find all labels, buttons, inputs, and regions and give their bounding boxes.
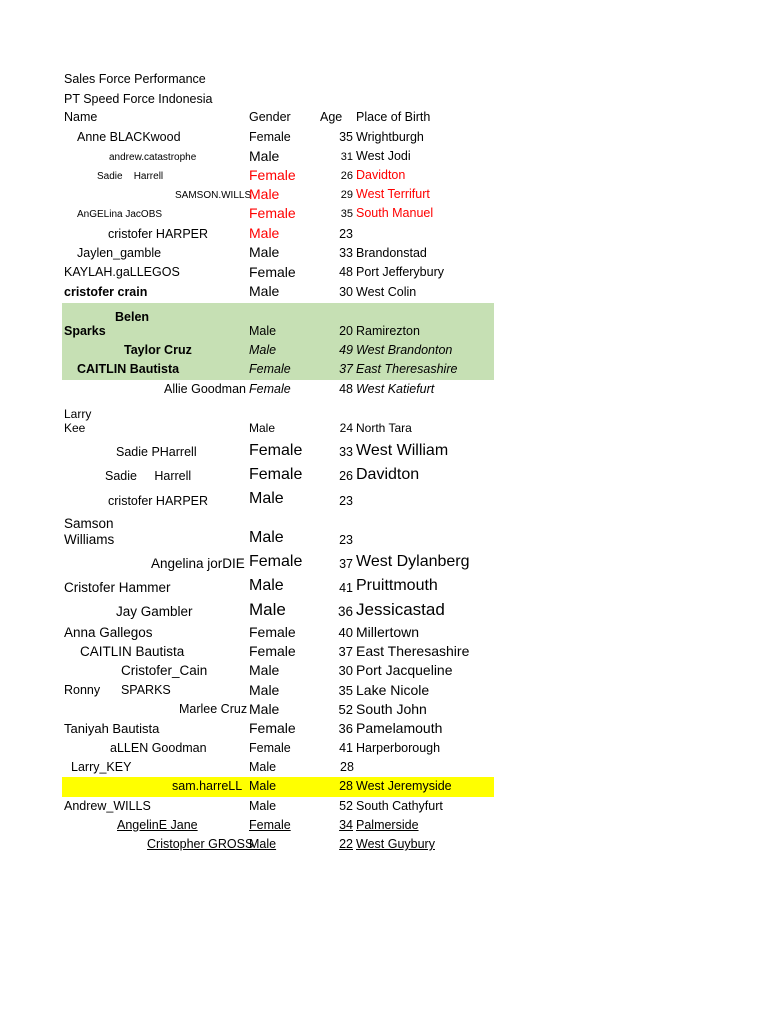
cell-place: South John — [356, 701, 427, 717]
cell-place: Ramirezton — [356, 324, 420, 338]
cell-place: Port Jacqueline — [356, 662, 453, 678]
cell-name: Sadie Harrell — [105, 469, 192, 483]
cell-name: CAITLIN Bautista — [77, 362, 180, 376]
table-row — [0, 662, 768, 682]
table-row — [0, 798, 768, 818]
cell-age: 30 — [338, 663, 353, 678]
cell-name: Sadie PHarrell — [116, 445, 197, 459]
table-row — [0, 624, 768, 644]
table-row-highlighted — [62, 777, 494, 797]
table-row — [0, 406, 768, 438]
header-gender: Gender — [249, 110, 291, 124]
cell-age: 35 — [338, 683, 353, 698]
table-row — [0, 490, 768, 512]
cell-place: West Colin — [356, 285, 417, 299]
table-row — [0, 130, 768, 150]
table-row — [0, 759, 768, 779]
table-row — [0, 701, 768, 721]
cell-name: Marlee Cruz — [179, 702, 248, 716]
cell-gender: Female — [249, 818, 291, 832]
table-row — [0, 516, 768, 550]
cell-name-line1: Larry — [64, 407, 92, 421]
cell-age: 41 — [339, 741, 353, 755]
cell-place: Millertown — [356, 624, 420, 640]
cell-name: Cristofer Hammer — [64, 580, 171, 595]
table-row — [0, 381, 768, 401]
cell-name: cristofer HARPER — [108, 227, 209, 241]
cell-place: West Jodi — [356, 149, 411, 163]
cell-name: Jaylen_gamble — [77, 246, 162, 260]
cell-gender: Female — [249, 362, 291, 376]
report-title: Sales Force Performance — [64, 72, 206, 86]
cell-age: 23 — [339, 533, 353, 547]
table-row — [0, 740, 768, 760]
cell-name-line2: Williams — [64, 532, 115, 547]
cell-age: 31 — [340, 151, 353, 163]
cell-name: Cristofer_Cain — [121, 663, 208, 678]
table-row — [0, 577, 768, 599]
table-row — [0, 553, 768, 575]
cell-gender: Male — [249, 490, 284, 507]
cell-gender: Male — [249, 577, 284, 594]
cell-gender: Male — [249, 701, 280, 717]
header-row — [0, 111, 768, 131]
cell-age: 30 — [339, 285, 353, 299]
company-name: PT Speed Force Indonesia — [64, 92, 213, 106]
cell-age: 22 — [339, 837, 353, 851]
table-row — [0, 226, 768, 246]
table-row — [0, 168, 768, 188]
cell-place: West William — [356, 442, 449, 459]
cell-gender: Male — [249, 283, 280, 299]
table-row — [0, 836, 768, 856]
header-place: Place of Birth — [356, 110, 431, 124]
cell-gender: Male — [249, 421, 276, 435]
cell-gender: Female — [249, 167, 296, 183]
cell-gender: Male — [249, 760, 277, 774]
cell-place: East Theresashire — [356, 362, 458, 376]
cell-gender: Female — [249, 466, 303, 483]
table-row — [0, 264, 768, 284]
cell-gender: Female — [249, 720, 296, 736]
cell-name: cristofer crain — [64, 285, 148, 299]
cell-age: 33 — [339, 445, 353, 459]
cell-gender: Female — [249, 382, 291, 396]
cell-age: 36 — [338, 721, 353, 736]
cell-gender: Female — [249, 442, 303, 459]
cell-gender: Female — [249, 741, 291, 755]
cell-age: 37 — [339, 557, 353, 571]
cell-age: 20 — [339, 324, 353, 338]
table-row — [0, 720, 768, 740]
cell-age: 28 — [339, 779, 353, 793]
cell-place: Palmerside — [356, 818, 419, 832]
cell-place: Jessicastad — [356, 600, 445, 619]
table-row — [0, 682, 768, 702]
table-row — [0, 149, 768, 169]
cell-place: Port Jefferybury — [356, 265, 445, 279]
cell-age: 48 — [339, 265, 353, 279]
cell-age: 41 — [339, 581, 353, 595]
table-row — [0, 187, 768, 207]
cell-name: Jay Gambler — [116, 604, 193, 619]
cell-name-line2: Kee — [64, 421, 86, 435]
cell-name-line1: Belen — [115, 310, 150, 324]
cell-name: Larry_KEY — [71, 760, 132, 774]
cell-name: Taylor Cruz — [124, 343, 192, 357]
cell-gender: Female — [249, 264, 296, 280]
cell-age: 49 — [339, 343, 353, 357]
cell-name-line1: Samson — [64, 516, 114, 531]
cell-place: West Brandonton — [356, 343, 453, 357]
cell-gender: Female — [249, 624, 296, 640]
cell-age: 29 — [340, 189, 353, 201]
header-name: Name — [64, 110, 98, 124]
table-row — [0, 245, 768, 265]
cell-place: West Terrifurt — [356, 187, 430, 201]
cell-gender: Male — [249, 600, 286, 619]
table-row — [0, 601, 768, 623]
cell-place: Harperborough — [356, 741, 441, 755]
cell-place: Davidton — [356, 168, 406, 182]
cell-name: Andrew_WILLS — [64, 799, 151, 813]
cell-gender: Male — [249, 148, 280, 164]
cell-place: Lake Nicole — [356, 682, 430, 698]
cell-gender: Male — [249, 779, 277, 793]
cell-gender: Female — [249, 643, 296, 659]
header-age: Age — [320, 110, 343, 124]
cell-age: 37 — [338, 644, 353, 659]
cell-gender: Male — [249, 225, 280, 241]
cell-age: 23 — [339, 494, 353, 508]
cell-name: cristofer HARPER — [108, 494, 209, 508]
cell-place: West Guybury — [356, 837, 435, 851]
table-row — [0, 465, 768, 487]
cell-name: Ronny SPARKS — [64, 683, 171, 697]
table-row — [0, 361, 768, 381]
cell-name: KAYLAH.gaLLEGOS — [64, 265, 180, 279]
cell-age: 40 — [338, 625, 353, 640]
cell-name: AnGELina JacOBS — [77, 209, 163, 220]
cell-place: West Dylanberg — [356, 553, 470, 570]
cell-name: Cristopher GROSS — [147, 837, 254, 851]
cell-name: Anna Gallegos — [64, 625, 153, 640]
cell-age: 37 — [339, 362, 353, 376]
cell-place: West Katiefurt — [356, 382, 435, 396]
cell-gender: Male — [249, 799, 277, 813]
cell-gender: Male — [249, 324, 277, 338]
cell-age: 28 — [340, 760, 354, 774]
cell-age: 52 — [339, 799, 353, 813]
cell-name: Allie Goodman — [164, 382, 246, 396]
cell-age: 48 — [339, 382, 353, 396]
cell-gender: Male — [249, 244, 280, 260]
table-row — [0, 342, 768, 362]
cell-age: 24 — [339, 421, 353, 435]
cell-place: South Manuel — [356, 206, 434, 220]
table-row — [0, 309, 768, 343]
cell-gender: Female — [249, 553, 303, 570]
cell-place: Wrightburgh — [356, 130, 424, 144]
cell-name: andrew.catastrophe — [109, 152, 197, 163]
cell-name-line2: Sparks — [64, 324, 106, 338]
cell-name: SAMSON.WILLS — [175, 190, 252, 201]
cell-name: sam.harreLL — [172, 779, 243, 793]
cell-gender: Male — [249, 682, 280, 698]
cell-place: Pruittmouth — [356, 577, 438, 594]
cell-place: Pamelamouth — [356, 720, 443, 736]
cell-age: 26 — [339, 469, 353, 483]
cell-age: 35 — [339, 130, 353, 144]
table-row — [0, 817, 768, 837]
cell-place: North Tara — [356, 421, 412, 435]
cell-gender: Male — [249, 837, 277, 851]
cell-name: Sadie Harrell — [97, 171, 164, 182]
table-row — [0, 206, 768, 226]
cell-gender: Male — [249, 529, 284, 546]
cell-age: 26 — [340, 170, 353, 182]
cell-age: 23 — [339, 227, 353, 241]
cell-place: Brandonstad — [356, 246, 427, 260]
cell-age: 33 — [339, 246, 353, 260]
cell-age: 35 — [340, 208, 353, 220]
cell-age: 52 — [338, 702, 353, 717]
cell-gender: Male — [249, 343, 277, 357]
table-row — [0, 284, 768, 304]
cell-place: East Theresashire — [356, 643, 470, 659]
cell-name: aLLEN Goodman — [110, 741, 207, 755]
cell-gender: Male — [249, 662, 280, 678]
cell-age: 36 — [337, 604, 353, 619]
cell-name: AngelinE Jane — [117, 818, 198, 832]
cell-name: CAITLIN Bautista — [80, 644, 185, 659]
cell-gender: Male — [249, 186, 280, 202]
cell-age: 34 — [339, 818, 353, 832]
cell-name: Taniyah Bautista — [64, 721, 160, 736]
cell-place: West Jeremyside — [356, 779, 452, 793]
cell-name: Anne BLACKwood — [77, 130, 181, 144]
cell-gender: Female — [249, 130, 291, 144]
cell-place: Davidton — [356, 466, 420, 483]
table-row — [0, 643, 768, 663]
cell-name: Angelina jorDIE — [151, 556, 245, 571]
cell-gender: Female — [249, 205, 296, 221]
cell-place: South Cathyfurt — [356, 799, 443, 813]
table-row — [0, 441, 768, 463]
